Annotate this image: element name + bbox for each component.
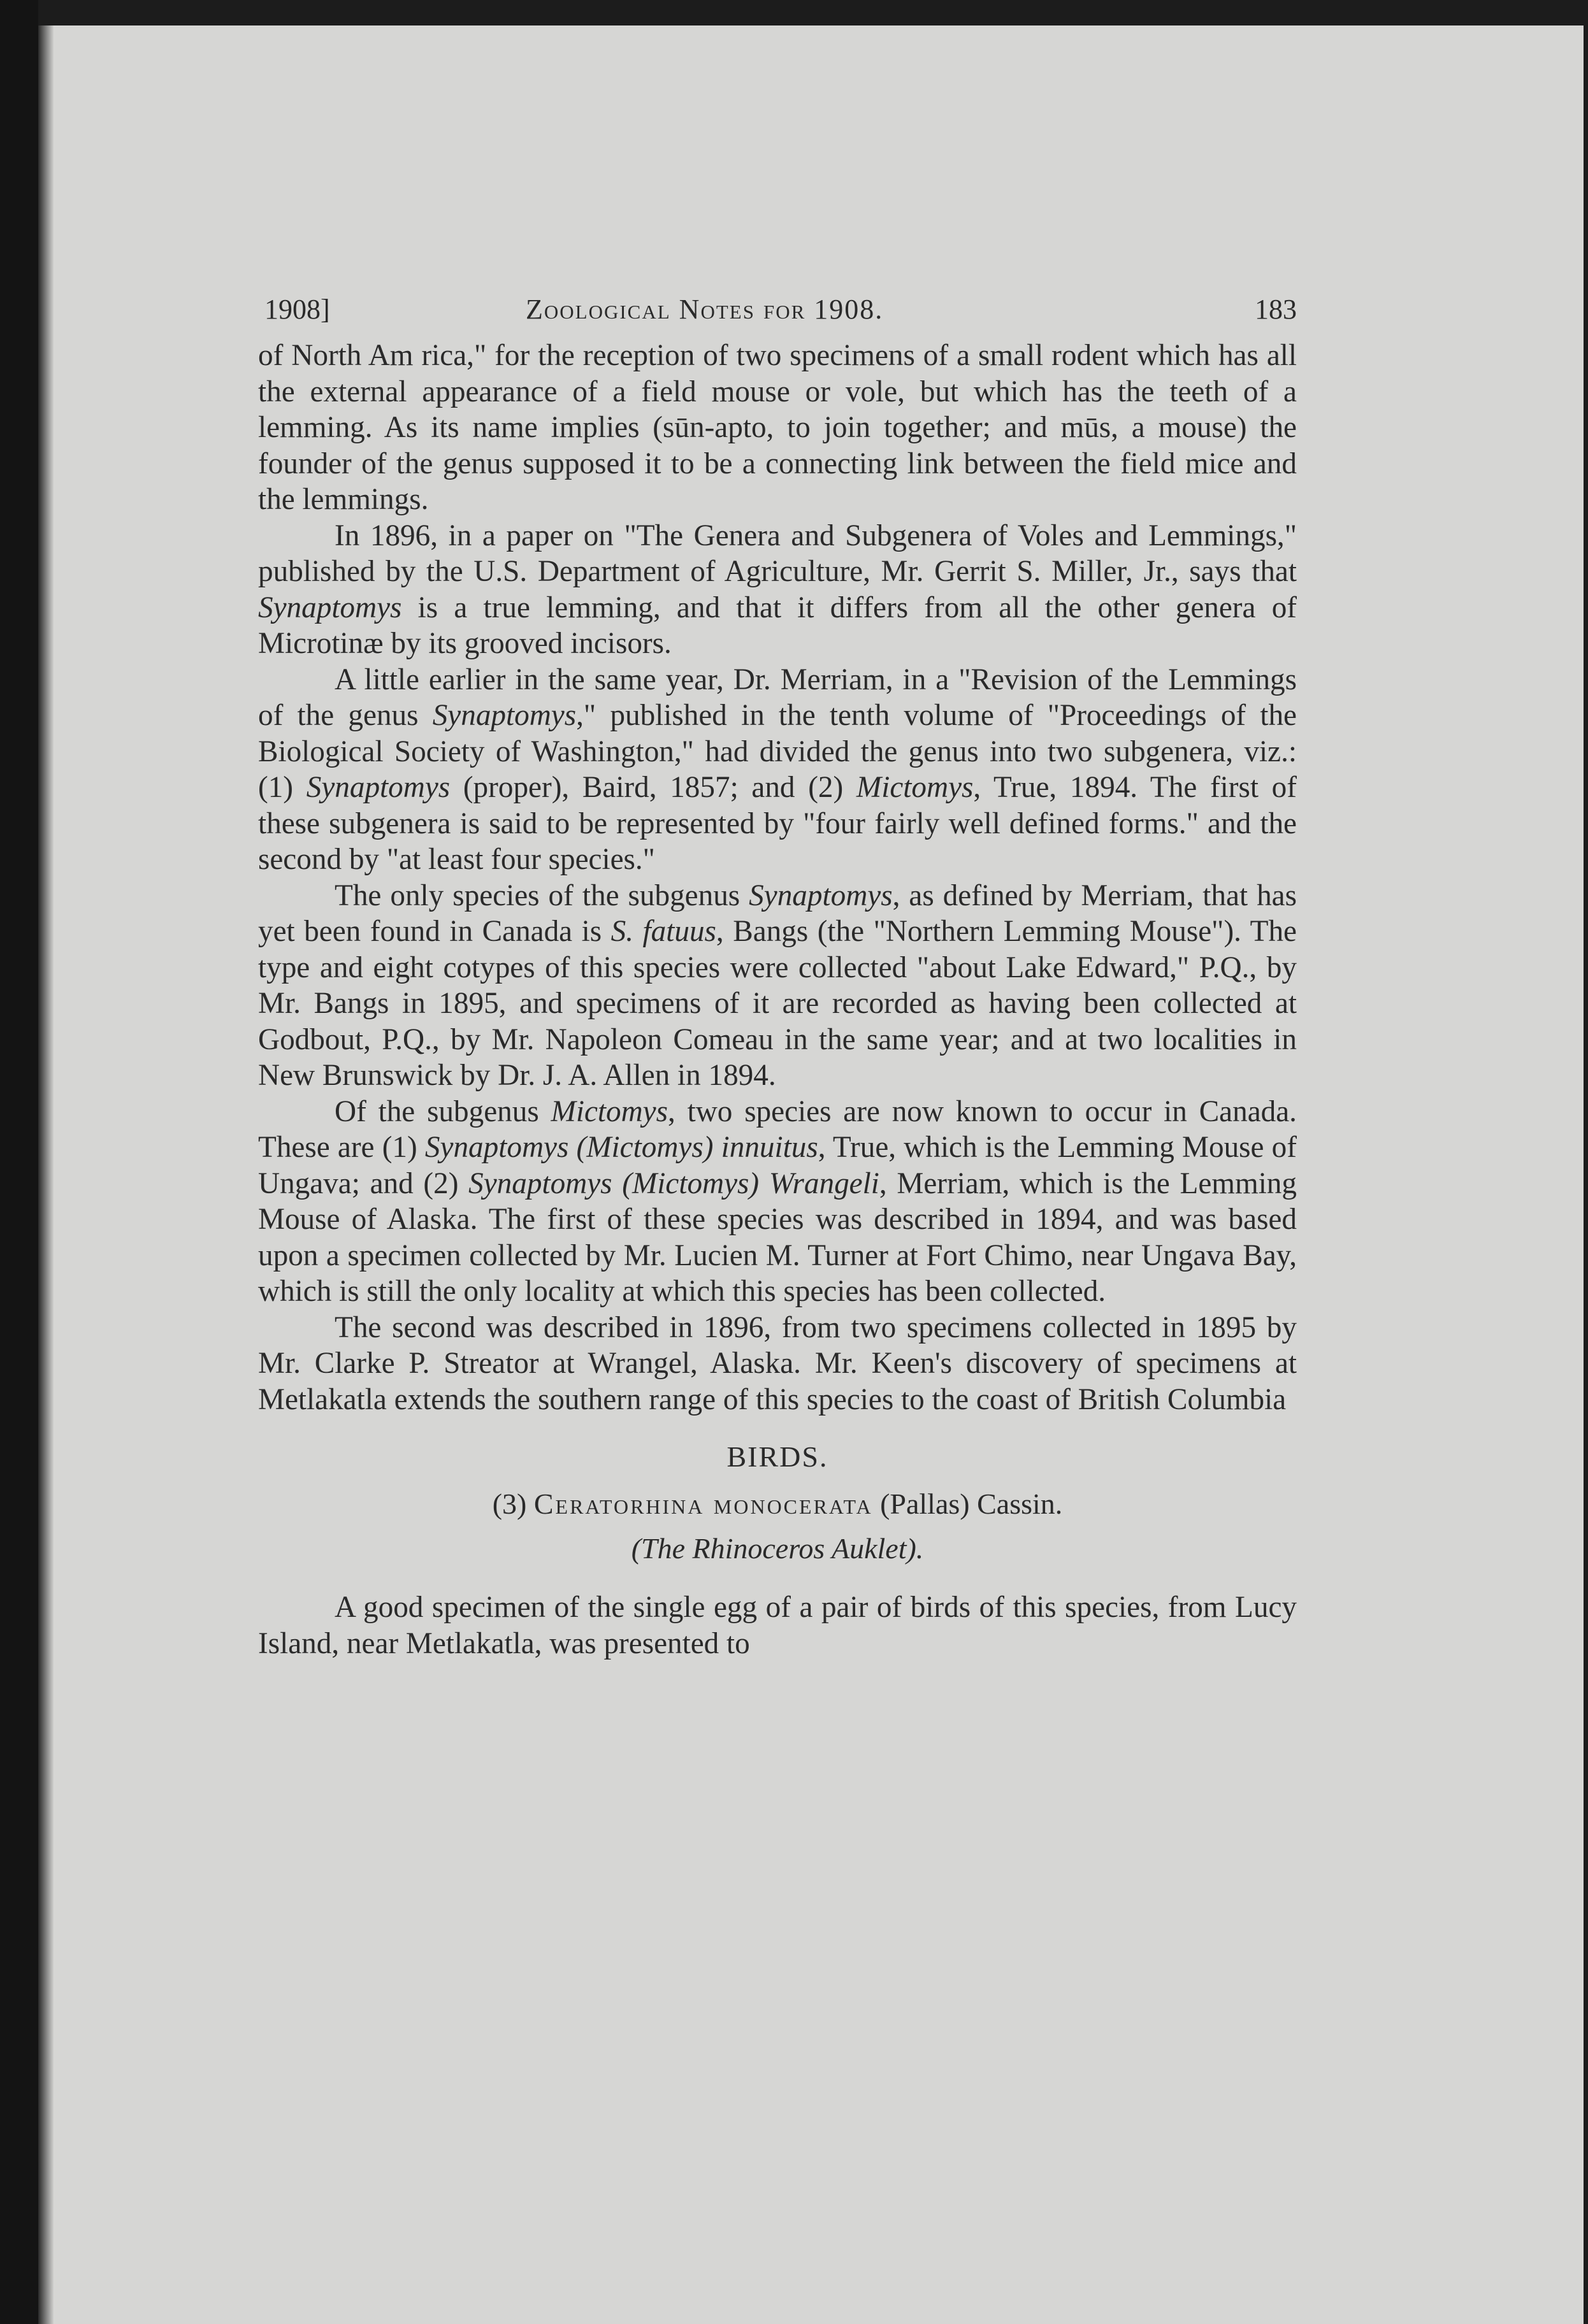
paragraph-4 [258, 878, 1297, 1094]
species-scientific-name: Ceratorhina monocerata [533, 1488, 873, 1520]
paragraph-2-text: In 1896, in a paper on "The Genera and Subgenera of Voles and Lemmings," published by the U.S. Department of Agriculture, Mr. Gerrit S. Miller, Jr., says that [258, 519, 1297, 588]
paragraph-5 [258, 1094, 1297, 1310]
paragraph-4-text: , as defined by Merriam, that has yet been found in Canada is [258, 879, 1297, 948]
species-number: (3) [492, 1488, 527, 1520]
paragraph-3-text: (proper), Baird, 1857; and (2) [450, 771, 856, 804]
final-paragraph: A good specimen of the single egg of a pair of birds of this species, from Lucy Island, near Metlakatla, was presented to [258, 1591, 1297, 1660]
paragraph-5-text: , True, which is the Lemming Mouse of Ungava; and (2) [258, 1131, 1297, 1200]
paragraph-1 [258, 338, 1297, 518]
subgenus-name: Mictomys [856, 771, 974, 804]
paragraph-4-text: The only species of the subgenus [335, 879, 749, 912]
paragraph-2-text: is a true lemming, and that it differs from all the other genera of Microtinæ by its grooved incisors. [258, 591, 1297, 660]
species-name: S. fatuus [610, 915, 716, 948]
paragraph-3-text: A little earlier in the same year, Dr. Merriam, in a "Revision of the Lemmings of the genus [258, 663, 1297, 732]
species-name: Synaptomys (Mictomys) Wrangeli [468, 1166, 879, 1200]
running-head-year: 1908] [264, 294, 330, 325]
paragraph-6-text: The second was described in 1896, from two specimens collected in 1895 by Mr. Clarke P. Streator at Wrangel, Alaska. Mr. Keen's discovery of specimens at Metlakatla extends the southern range of this species to the coast of British Columbia [258, 1310, 1297, 1416]
paragraph-5-text: Of the subgenus [335, 1094, 551, 1128]
genus-name: Synaptomys [306, 771, 451, 804]
running-head-title: Zoological Notes for 1908. [526, 294, 884, 325]
text-block [258, 293, 1297, 1661]
paragraph-5-text: , two species are now known to occur in Canada. These are (1) [258, 1094, 1297, 1164]
paragraph-3-text: , True, 1894. The first of these subgenera is said to be represented by "four fairly well defined forms." and the second by "at least four species." [258, 771, 1297, 876]
paragraph-2 [258, 518, 1297, 662]
genus-name: Synaptomys [258, 591, 402, 624]
page-number: 183 [1255, 294, 1297, 325]
paragraph-6 [258, 1310, 1297, 1418]
paragraph-3-text: ," published in the tenth volume of "Proceedings of the Biological Society of Washington," had divided the genus into two subgenera, viz.: (1) [258, 699, 1297, 804]
left-dark-edge [0, 0, 38, 2324]
paragraph-4-text: , Bangs (the "Northern Lemming Mouse"). The type and eight cotypes of this species were collected "about Lake Edward," P.Q., by Mr. Bangs in 1895, and specimens of it are recorded as having been collected at Godbout, P.Q., by Mr. Napoleon Comeau in the same year; and at two localities in New Brunswick by Dr. J. A. Allen in 1894. [258, 915, 1297, 1092]
subgenus-name: Mictomys [551, 1094, 668, 1128]
species-heading [258, 1486, 1297, 1522]
paragraph-5-text: , Merriam, which is the Lemming Mouse of Alaska. The first of these species was described in 1894, and was based upon a specimen collected by Mr. Lucien M. Turner at Fort Chimo, near Ungava Bay, which is still the only locality at which this species has been collected. [258, 1166, 1297, 1308]
section-heading: BIRDS. [726, 1440, 828, 1473]
paragraph-1-text: of North Am rica," for the reception of two specimens of a small rodent which has all the external appearance of a field mouse or vole, but which has the teeth of a lemming. As its name implies (sūn-apto, to join together; and mūs, a mouse) the founder of the genus supposed it to be a connecting link between the field mice and the lemmings. [258, 339, 1297, 516]
page-gutter [38, 25, 54, 2324]
genus-name: Synaptomys [432, 699, 577, 732]
species-name: Synaptomys (Mictomys) innuitus [424, 1131, 818, 1164]
paragraph-3 [258, 662, 1297, 878]
running-head [258, 293, 1297, 338]
common-name: (The Rhinoceros Auklet). [631, 1532, 924, 1565]
species-authority: (Pallas) Cassin. [880, 1488, 1063, 1520]
genus-name: Synaptomys [749, 879, 893, 912]
